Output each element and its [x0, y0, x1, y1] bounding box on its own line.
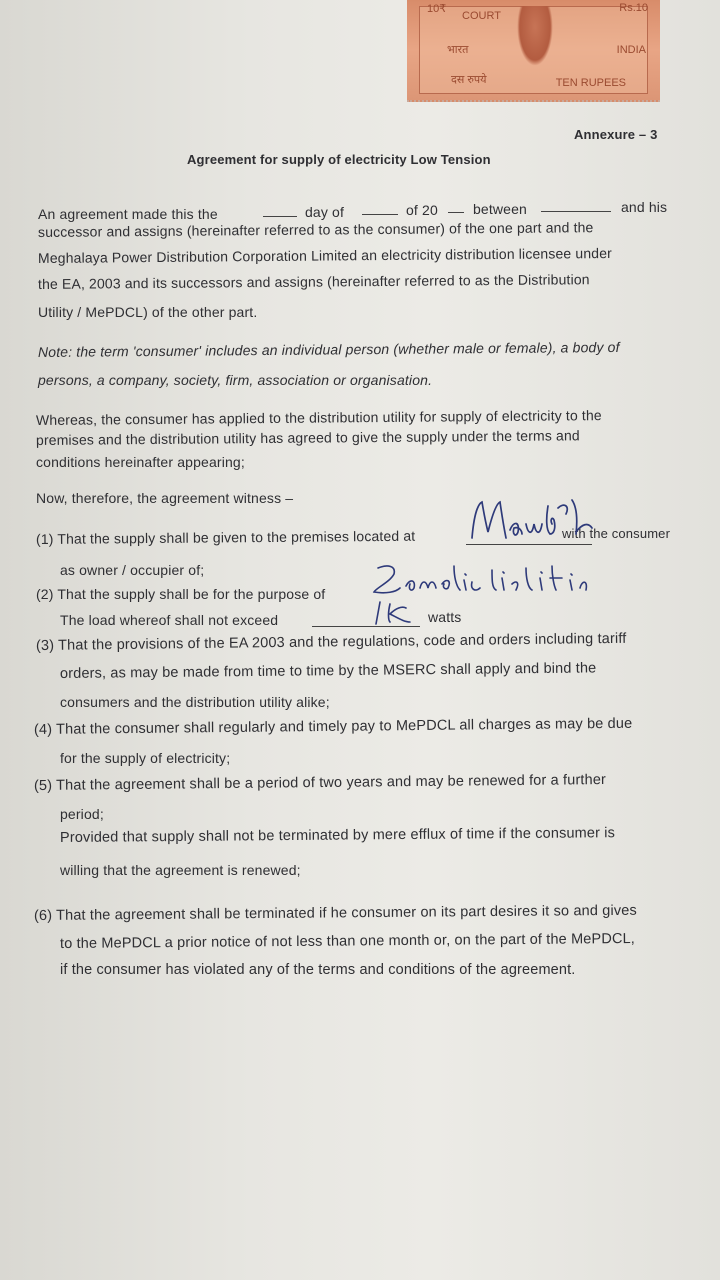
emblem-icon — [517, 6, 553, 66]
clause-5-line-4: willing that the agreement is renewed; — [60, 862, 301, 878]
witness-line: Now, therefore, the agreement witness – — [36, 490, 294, 506]
clause-1-with: with the consumer — [562, 526, 671, 541]
stamp-text: INDIA — [616, 44, 646, 56]
intro-line-1e: and his — [621, 199, 668, 215]
intro-line-5: Utility / MePDCL) of the other part. — [38, 304, 258, 320]
clause-6-line-2: to the MePDCL a prior notice of not less than one month or, on the part of the MePDCL, — [59, 930, 636, 952]
handwritten-purpose — [366, 558, 656, 600]
clause-2-watts: watts — [428, 609, 462, 625]
clause-3-line-1: (3) That the provisions of the EA 2003 and the regulations, code and orders including tariff — [35, 630, 627, 654]
note-line-2: persons, a company, society, firm, association or organisation. — [38, 372, 433, 388]
clause-3-line-2: orders, as may be made from time to time by the MSERC shall apply and bind the — [59, 660, 597, 682]
handwritten-load — [370, 598, 424, 628]
blank-consumer — [541, 211, 611, 212]
stamp-text: भारत — [447, 44, 469, 56]
whereas-line-3: conditions hereinafter appearing; — [36, 454, 245, 470]
clause-2-text: (2) That the supply shall be for the purpose of — [36, 586, 326, 602]
court-fee-stamp — [407, 0, 660, 102]
clause-5-line-2: period; — [60, 806, 104, 822]
blank-day — [263, 216, 297, 217]
stamp-text: दस रुपये — [451, 74, 487, 86]
handwritten-location — [464, 494, 604, 546]
clause-5-line-3: Provided that supply shall not be terminated by mere efflux of time if the consumer is — [59, 825, 616, 846]
stamp-text: COURT — [462, 10, 501, 22]
clause-4-line-2: for the supply of electricity; — [60, 750, 231, 766]
clause-3-line-3: consumers and the distribution utility alike; — [60, 694, 330, 710]
intro-line-1c: of 20 — [406, 202, 438, 218]
annexure-label: Annexure – 3 — [574, 127, 658, 142]
intro-line-1d: between — [473, 201, 527, 217]
intro-line-1a: An agreement made this the — [38, 206, 218, 222]
clause-4-line-1: (4) That the consumer shall regularly and timely pay to MePDCL all charges as may be due — [33, 715, 633, 738]
intro-line-1b: day of — [305, 204, 345, 220]
clause-1-text: (1) That the supply shall be given to the premises located at — [35, 527, 416, 547]
stamp-text: Rs.10 — [619, 2, 648, 14]
intro-line-3: Meghalaya Power Distribution Corporation Limited an electricity distribution licensee under — [37, 244, 612, 266]
intro-line-4: the EA, 2003 and its successors and assigns (hereinafter referred to as the Distribution — [37, 271, 590, 292]
stamp-text: TEN RUPEES — [555, 77, 626, 89]
clause-5-line-1: (5) That the agreement shall be a period of two years and may be renewed for a further — [33, 772, 607, 794]
clause-1-owner: as owner / occupier of; — [60, 562, 205, 578]
document-title: Agreement for supply of electricity Low Tension — [187, 152, 491, 167]
blank-month — [362, 214, 398, 215]
clause-2-load: The load whereof shall not exceed — [60, 612, 279, 628]
clause-6-line-3: if the consumer has violated any of the terms and conditions of the agreement. — [60, 962, 576, 978]
whereas-line-1: Whereas, the consumer has applied to the distribution utility for supply of electricity to the — [35, 407, 602, 428]
blank-year — [448, 212, 464, 213]
clause-6-line-1: (6) That the agreement shall be terminated if he consumer on its part desires it so and gives — [33, 902, 637, 924]
note-line-1: Note: the term 'consumer' includes an individual person (whether male or female), a body of — [37, 338, 620, 360]
intro-line-2: successor and assigns (hereinafter referred to as the consumer) of the one part and the — [37, 219, 594, 240]
stamp-text: 10₹ — [427, 3, 447, 15]
whereas-line-2: premises and the distribution utility has agreed to give the supply under the terms and — [35, 427, 580, 448]
